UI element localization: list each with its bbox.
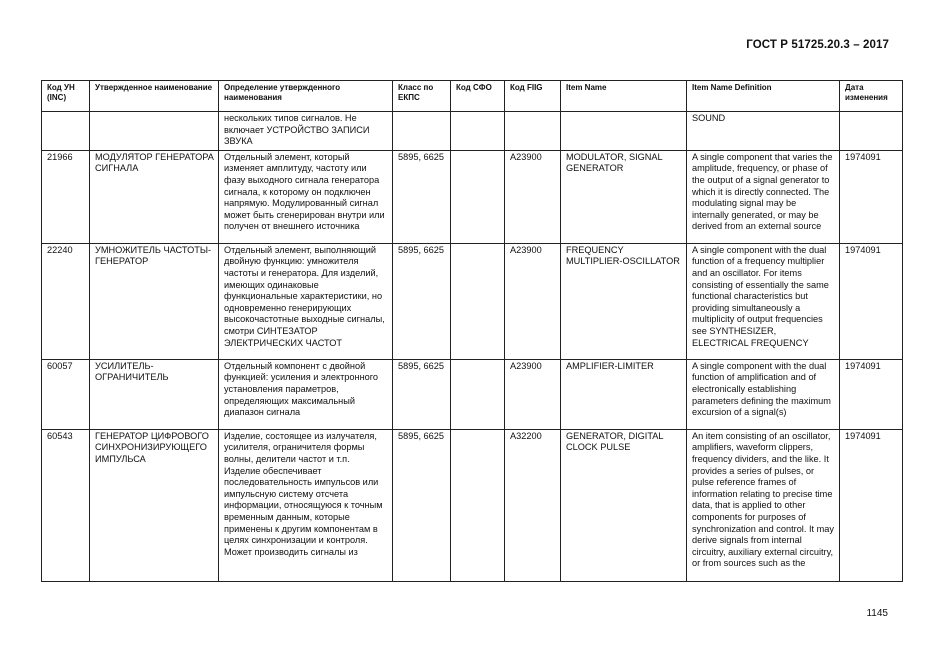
cell-change-date: 1974091 [840, 150, 903, 243]
cell-fiig-code: A32200 [505, 429, 561, 581]
cell-sfo-code [451, 429, 505, 581]
cell-inc-code: 60057 [42, 359, 90, 429]
cell-item-name: MODULATOR, SIGNAL GENERATOR [561, 150, 687, 243]
header-change-date: Дата изменения [840, 81, 903, 112]
cell-sfo-code [451, 243, 505, 359]
cell-item-name: FREQUENCY MULTIPLIER-OSCILLATOR [561, 243, 687, 359]
table-row [42, 112, 903, 151]
cell-ekps-class: 5895, 6625 [393, 150, 451, 243]
header-sfo-code: Код СФО [451, 81, 505, 112]
cell-change-date [840, 112, 903, 151]
header-fiig-code: Код FIIG [505, 81, 561, 112]
cell-ekps-class: 5895, 6625 [393, 243, 451, 359]
cell-sfo-code [451, 112, 505, 151]
cell-inc-code: 22240 [42, 243, 90, 359]
cell-approved-name: ГЕНЕРАТОР ЦИФРОВОГО СИНХРОНИЗИРУЮЩЕГО ИМПУЛЬСА [90, 429, 219, 581]
cell-fiig-code: A23900 [505, 243, 561, 359]
cell-fiig-code [505, 112, 561, 151]
cell-item-name: AMPLIFIER-LIMITER [561, 359, 687, 429]
cell-approved-name-definition: нескольких типов сигналов. Не включает УСТРОЙСТВО ЗАПИСИ ЗВУКА [219, 112, 393, 151]
item-name-table [41, 80, 903, 582]
cell-ekps-class: 5895, 6625 [393, 429, 451, 581]
cell-item-name-definition: A single component that varies the amplitude, frequency, or phase of the output of a signal generator to which it is directly connected. The modulating signal may be internally generated, or may be derived from an external source [687, 150, 840, 243]
cell-item-name-definition: A single component with the dual function of a frequency multiplier and an oscillator. For items consisting of essentially the same functional characteristics but providing simultaneously a multiplicity of output frequencies see SYNTHESIZER, ELECTRICAL FREQUENCY [687, 243, 840, 359]
page-number: 1145 [866, 608, 888, 619]
cell-approved-name-definition: Отдельный элемент, выполняющий двойную функцию: умножителя частоты и генератора. Для изделий, имеющих одинаковые функциональные характеристики, но одновременно генерирующих высокочастотные выходные сигналы, смотри СИНТЕЗАТОР ЭЛЕКТРИЧЕСКИХ ЧАСТОТ [219, 243, 393, 359]
table-body [42, 112, 903, 582]
cell-change-date: 1974091 [840, 243, 903, 359]
document-standard-number: ГОСТ Р 51725.20.3 – 2017 [746, 39, 889, 51]
cell-item-name-definition: An item consisting of an oscillator, amplifiers, waveform clippers, frequency dividers, and the like. It provides a series of pulses, or pulse reference frames of information relating to precise time data, that is applied to other components for purposes of synchronization and control. It may derive signals from internal circuitry, auxiliary external circuitry, or from sources such as the [687, 429, 840, 581]
cell-item-name: GENERATOR, DIGITAL CLOCK PULSE [561, 429, 687, 581]
header-ekps-class: Класс по ЕКПС [393, 81, 451, 112]
cell-approved-name: УМНОЖИТЕЛЬ ЧАСТОТЫ-ГЕНЕРАТОР [90, 243, 219, 359]
header-row [42, 81, 903, 112]
cell-approved-name: МОДУЛЯТОР ГЕНЕРАТОРА СИГНАЛА [90, 150, 219, 243]
cell-approved-name-definition: Отдельный компонент с двойной функцией: усиления и электронного установления параметров, определяющих максимальный диапазон сигнала [219, 359, 393, 429]
cell-ekps-class: 5895, 6625 [393, 359, 451, 429]
header-approved-name-definition: Определение утвержденного наименования [219, 81, 393, 112]
cell-inc-code [42, 112, 90, 151]
cell-fiig-code: A23900 [505, 359, 561, 429]
table-row [42, 150, 903, 243]
cell-item-name-definition: SOUND [687, 112, 840, 151]
table-row [42, 429, 903, 581]
cell-item-name [561, 112, 687, 151]
cell-change-date: 1974091 [840, 359, 903, 429]
cell-sfo-code [451, 359, 505, 429]
header-item-name: Item Name [561, 81, 687, 112]
cell-approved-name [90, 112, 219, 151]
header-item-name-definition: Item Name Definition [687, 81, 840, 112]
cell-inc-code: 21966 [42, 150, 90, 243]
cell-item-name-definition: A single component with the dual function of amplification and of electronically establishing parameters defining the maximum excursion of a signal(s) [687, 359, 840, 429]
cell-sfo-code [451, 150, 505, 243]
cell-fiig-code: A23900 [505, 150, 561, 243]
cell-approved-name-definition: Отдельный элемент, который изменяет амплитуду, частоту или фазу выходного сигнала генератора сигнала, к которому он подключен напрямую. Модулированный сигнал может быть сгенерирован внутри или получен от внешнего источника [219, 150, 393, 243]
cell-approved-name-definition: Изделие, состоящее из излучателя, усилителя, ограничителя формы волны, делители частот и т.п. Изделие обеспечивает последовательность импульсов или импульсную систему отсчета информации, относящуюся к точным временным данным, которые применены к другим компонентам в целях синхронизации и контроля. Может производить сигналы из [219, 429, 393, 581]
cell-approved-name: УСИЛИТЕЛЬ-ОГРАНИЧИТЕЛЬ [90, 359, 219, 429]
header-approved-name: Утвержденное наименование [90, 81, 219, 112]
table-row [42, 359, 903, 429]
table-row [42, 243, 903, 359]
header-inc-code: Код УН (INC) [42, 81, 90, 112]
cell-change-date: 1974091 [840, 429, 903, 581]
cell-ekps-class [393, 112, 451, 151]
cell-inc-code: 60543 [42, 429, 90, 581]
table-header [42, 81, 903, 112]
